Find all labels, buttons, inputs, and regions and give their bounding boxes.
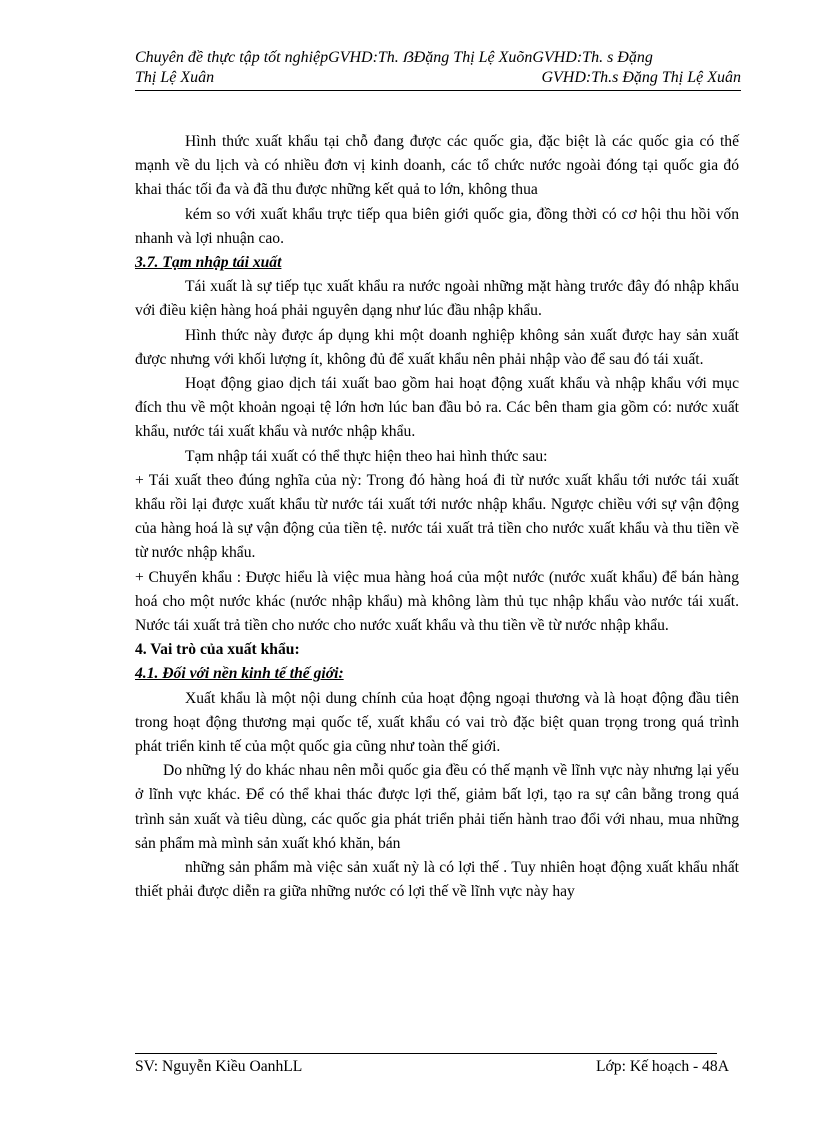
page-header — [135, 48, 741, 88]
section-heading-4-1: 4.1. Đối với nền kinh tế thế giới: — [135, 665, 344, 683]
paragraph: Hình thức này được áp dụng khi một doanh nghiệp không sản xuất được hay sản xuất được nhưng với khối lượng ít, không đủ để xuất khẩu nên phải nhập vào để sau đó tái xuất. — [135, 326, 739, 368]
page-footer — [135, 1056, 729, 1078]
section-heading-3-7: 3.7. Tạm nhập tái xuất — [135, 254, 282, 272]
header-line-1: Chuyên đề thực tập tốt nghiệpGVHD:Th. ẞĐặng Thị Lệ XuõnGVHD:Th. s Đặng — [135, 49, 653, 66]
footer-class: Lớp: Kế hoạch - 48A — [596, 1058, 729, 1075]
paragraph: + Tái xuất theo đúng nghĩa của nỳ: Trong đó hàng hoá đi từ nước xuất khẩu tới nước tái xuất khẩu rồi lại được xuất khẩu từ nước tái xuất tới nước nhập khẩu. Ngược chiều với sự vận động của hàng hoá là sự vận động của tiền tệ. nước tái xuất trả tiền cho nước xuất khẩu và thu tiền về từ nước nhập khẩu. — [135, 471, 739, 562]
paragraph: Tạm nhập tái xuất có thể thực hiện theo hai hình thức sau: — [185, 447, 548, 465]
paragraph: Do những lý do khác nhau nên mỗi quốc gia đều có thế mạnh về lĩnh vực này nhưng lại yếu ở lĩnh vực khác. Để có thể khai thác được lợi thế, giảm bất lợi, tạo ra sự cân bằng trong quá trình sản xuất và tiêu dùng, các quốc gia phát triển phải tiến hành trao đổi với nhau, mua những sản phẩm mà mình sản xuất khó khăn, bán — [135, 762, 739, 852]
header-line-2-right: GVHD:Th.s Đặng Thị Lệ Xuân — [541, 69, 741, 86]
paragraph: Hoạt động giao dịch tái xuất bao gồm hai hoạt động xuất khẩu và nhập khẩu với mục đích thu về một khoản ngoại tệ lớn hơn lúc ban đầu bỏ ra. Các bên tham gia gồm có: nước xuất khẩu, nước tái xuất khẩu và nước nhập khẩu. — [135, 375, 739, 441]
paragraph: Xuất khẩu là một nội dung chính của hoạt động ngoại thương và là hoạt động đầu tiên trong hoạt động thương mại quốc tế, xuất khẩu có vai trò đặc biệt quan trọng trong quá trình phát triển kinh tế của một quốc gia cũng như toàn thế giới. — [135, 689, 739, 756]
footer-divider — [135, 1053, 717, 1054]
paragraph: Hình thức xuất khẩu tại chỗ đang được các quốc gia, đặc biệt là các quốc gia có thế mạnh về du lịch và có nhiều đơn vị kinh doanh, các tổ chức nước ngoài đóng tại quốc gia đó khai thác tối đa và đã thu được những kết quả to lớn, không thua — [135, 133, 739, 199]
section-heading-4: 4. Vai trò của xuất khẩu: — [135, 641, 300, 659]
header-divider — [135, 90, 741, 91]
paragraph: những sản phẩm mà việc sản xuất nỳ là có lợi thế . Tuy nhiên hoạt động xuất khẩu nhất thiết phải được diễn ra giữa những nước có lợi thế về lĩnh vực này hay — [135, 859, 739, 901]
paragraph: + Chuyển khẩu : Được hiểu là việc mua hàng hoá của một nước (nước xuất khẩu) để bán hàng hoá cho một nước khác (nước nhập khẩu) mà không làm thủ tục nhập khẩu vào nước tái xuất. Nước tái xuất trả tiền cho nước cho nước xuất khẩu và thu tiền về từ nước nhập khẩu. — [135, 568, 739, 635]
paragraph: kém so với xuất khẩu trực tiếp qua biên giới quốc gia, đồng thời có cơ hội thu hồi vốn nhanh và lợi nhuận cao. — [135, 205, 739, 247]
header-line-2 — [135, 68, 741, 88]
paragraph: Tái xuất là sự tiếp tục xuất khẩu ra nước ngoài những mặt hàng trước đây đó nhập khẩu với điều kiện hàng hoá phải nguyên dạng như lúc đầu nhập khẩu. — [135, 278, 739, 320]
header-line-2-left: Thị Lệ Xuân — [135, 69, 215, 86]
document-body — [135, 130, 739, 905]
footer-student: SV: Nguyễn Kiều OanhLL — [135, 1058, 303, 1075]
